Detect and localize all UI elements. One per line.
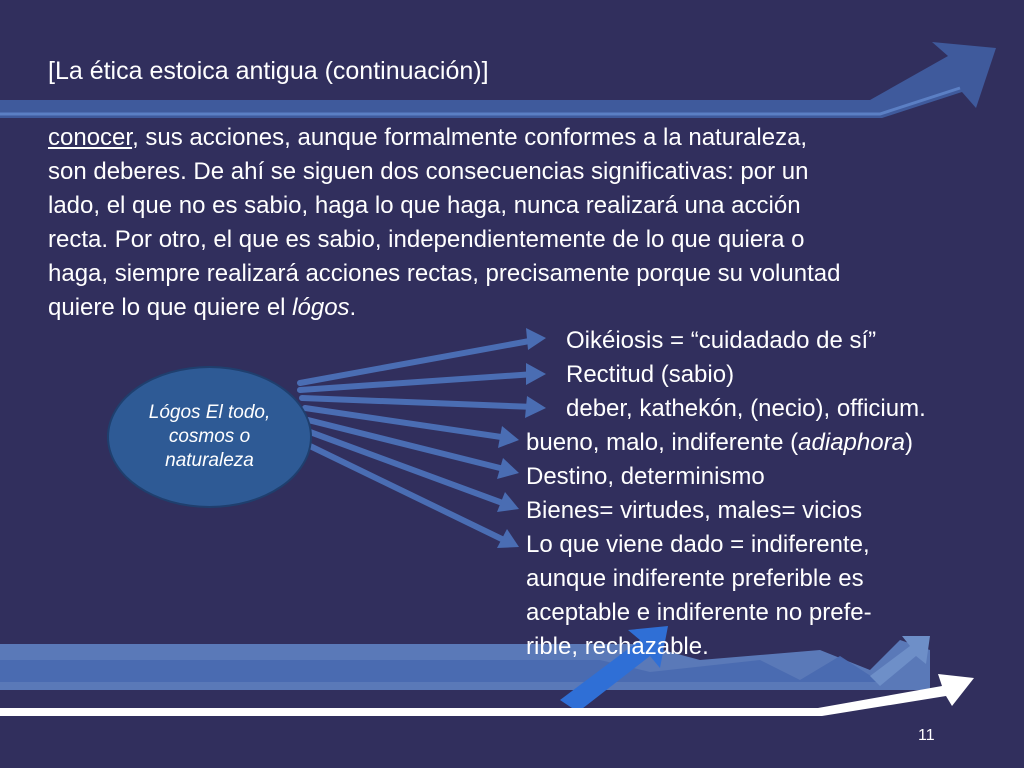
concept-destino: Destino, determinismo (526, 463, 765, 490)
concept-bienes: Bienes= virtudes, males= vicios (526, 497, 863, 524)
body-paragraph (48, 121, 998, 325)
concept-rectitud: Rectitud (sabio) (566, 361, 735, 388)
paragraph-line-6 (48, 291, 998, 325)
paragraph-line-5: haga, siempre realizará acciones rectas, precisamente porque su voluntad (48, 260, 841, 287)
concept-dado-line-3: aceptable e indiferente no prefe- (526, 599, 872, 626)
paragraph-line-3: lado, el que no es sabio, haga lo que haga, nunca realizará una acción (48, 192, 801, 219)
paragraph-line-1-rest: , sus acciones, aunque formalmente conformes a la naturaleza, (132, 124, 808, 151)
concept-arrow (305, 408, 508, 438)
concept-list-main (526, 426, 913, 664)
concept-dado-line-4: rible, rechazable. (526, 633, 709, 660)
arrowhead (498, 426, 519, 448)
arrowhead (526, 328, 546, 350)
adiaphora-prefix: bueno, malo, indiferente ( (526, 429, 799, 456)
paragraph-line-4: recta. Por otro, el que es sabio, independientemente de lo que quiera o (48, 226, 805, 253)
paragraph-line-2: son deberes. De ahí se siguen dos consecuencias significativas: por un (48, 158, 809, 185)
paragraph-logos-word: lógos (292, 294, 350, 321)
paragraph-line-1 (48, 121, 998, 155)
arrowhead (526, 363, 546, 385)
adiaphora-word: adiaphora (798, 429, 905, 456)
concept-deber: deber, kathekón, (necio), officium. (566, 395, 926, 422)
page-number: 11 (918, 727, 935, 744)
arrowhead (525, 396, 546, 418)
paragraph-line-6-start: quiere lo que quiere el (48, 294, 293, 321)
paragraph-lead-word: conocer (48, 124, 133, 151)
concept-list-indented (566, 324, 926, 426)
concept-dado-line-1: Lo que viene dado = indiferente, (526, 531, 870, 558)
logos-ellipse (107, 366, 312, 508)
adiaphora-suffix: ) (904, 429, 913, 456)
slide-title: [La ética estoica antigua (continuación)] (48, 57, 489, 85)
paragraph-line-6-end: . (349, 294, 357, 321)
concept-adiaphora (526, 426, 913, 460)
concept-oikeiosis: Oikéiosis = “cuidadado de sí” (566, 327, 877, 354)
arrowhead (497, 458, 519, 479)
concept-arrow (302, 398, 535, 407)
logos-ellipse-label: Lógos El todo, cosmos o naturaleza (148, 402, 271, 471)
concept-dado-line-2: aunque indiferente preferible es (526, 565, 864, 592)
